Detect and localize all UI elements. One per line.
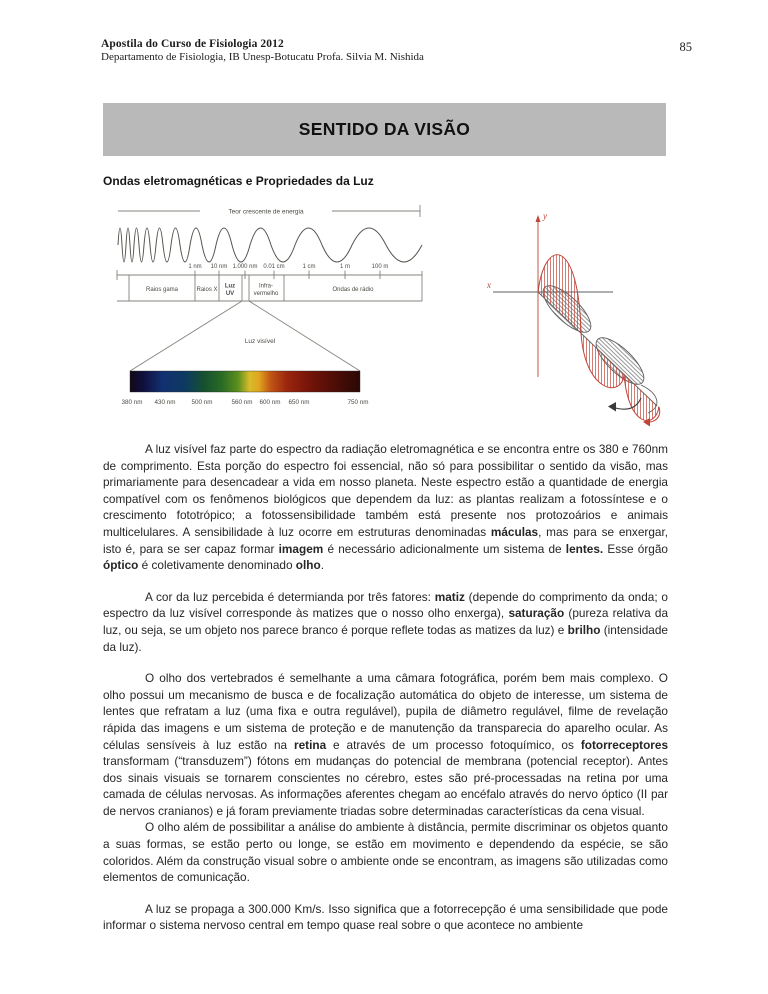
wavelength-430: 430 nm <box>154 399 176 406</box>
y-axis-arrowhead <box>536 215 541 222</box>
wavelength-500: 500 nm <box>191 399 213 406</box>
scale-label-100m: 100 m <box>371 264 389 270</box>
wavelength-380: 380 nm <box>121 399 143 406</box>
figure-labels <box>146 209 388 346</box>
wavelength-600: 600 nm <box>259 399 281 406</box>
body-paragraph: O olho dos vertebrados é semelhante a uma câmara fotográfica, porém bem mais complexo. O olho possui um mecanismo de busca e de focalização automática do objeto de interesse, um sistema de lentes que refratam a luz (uma fixa e outra regulável), pupila de diâmetro regulável, filme de revelação rápida das imagens e um sistema de proteção e de manutenção da transparecia do aparelho ocular. As células sensíveis à luz estão na retina e através de um processo fotoquímico, os fotorreceptores transformam (“transduzem”) fótons em mudanças do potencial de membrana (potencial receptor). Antes dos sinais visuais se tornarem conscientes no cérebro, estes são pré-processadas na retina por uma camada de células nervosas. As informações aferentes chegam ao encéfalo através do nervo óptico (II par de nervos cranianos) e já foram previamente triadas sobre determinadas características da cena visual. <box>103 671 668 818</box>
visible-spectrum-bar <box>130 371 360 392</box>
y-axis-label: y <box>543 211 547 221</box>
body-text <box>103 441 668 949</box>
x-axis-label: x <box>487 280 491 290</box>
page-title: SENTIDO DA VISÃO <box>298 119 471 139</box>
funnel-left-line <box>130 301 242 371</box>
section-heading: Ondas eletromagnéticas e Propriedades da Luz <box>103 174 374 188</box>
band-uv-line2: UV <box>225 291 235 297</box>
band-uv-line1: Luz <box>224 283 236 290</box>
title-banner <box>103 103 666 156</box>
visible-light-label: Luz visível <box>244 338 276 345</box>
band-radio: Ondas de rádio <box>332 287 374 293</box>
energy-label: Teor crescente de energia <box>228 208 304 216</box>
page-header <box>101 38 424 63</box>
em-wave-figure <box>483 202 683 430</box>
body-paragraph: O olho além de possibilitar a análise do ambiente à distância, permite discriminar os objetos quanto a suas formas, se estão perto ou longe, se estão em movimento e dependendo da espécie, se são coloridos. Além da construção visual sobre o ambiente onde se encontram, as imagens são utilizadas como elementos de comunicação. <box>103 820 668 885</box>
band-ir-line2: vermelho <box>253 291 279 297</box>
scale-label-1nm: 1 nm <box>188 264 202 270</box>
band-gamma: Raios gama <box>145 287 179 293</box>
wavelength-650: 650 nm <box>288 399 310 406</box>
band-ir-line1: Infra- <box>258 283 274 290</box>
page-number: 85 <box>679 40 692 54</box>
course-title: Apostila do Curso de Fisiologia 2012 <box>101 38 284 50</box>
direction-arrowhead <box>608 402 616 412</box>
body-paragraph: A cor da luz percebida é determianda por três fatores: matiz (depende do comprimento da onda; o espectro da luz visível corresponde às matizes que o nosso olho enxerga), saturação (pureza relativa da luz, ou seja, se um objeto nos parece branco é porque reflete todas as matizes da luz) e brilho (intensidade da luz). <box>103 589 669 654</box>
energy-wave <box>118 228 422 262</box>
wavelength-labels <box>121 399 368 406</box>
electric-field-wave <box>538 255 659 421</box>
scale-label-10nm: 10 nm <box>210 264 228 270</box>
scale-label-001cm: 0.01 cm <box>263 264 285 270</box>
scale-label-1cm: 1 cm <box>302 264 316 270</box>
body-paragraph: A luz se propaga a 300.000 Km/s. Isso significa que a fotorrecepção é uma sensibilidade que pode informar o sistema nervoso central em tempo quase real sobre o que acontece no ambiente <box>103 901 668 933</box>
body-paragraph: A luz visível faz parte do espectro da radiação eletromagnética e se encontra entre os 380 e 760nm de comprimento. Esta porção do espectro foi essencial, não só para possibilitar o sentido da visão, mas primariamente para desencadear a vida em nosso planeta. Neste espectro estão a quantidade de energia compatível com os fenômenos biológicos que dependem da luz: as plantas realizam a fotossíntese e o crescimento fototrópico; a fotossensibilidade também está presente nos protozoários e animais multicelulares. A sensibilidade à luz ocorre em estruturas denominadas máculas, mas para se enxergar, isto é, para se ser capaz formar imagem é necessário adicionalmente um sistema de lentes. Esse órgão óptico é coletivamente denominado olho. <box>103 442 669 573</box>
wavelength-750: 750 nm <box>347 399 369 406</box>
wavelength-560: 560 nm <box>231 399 253 406</box>
band-xray: Raios X <box>196 287 218 293</box>
department-line: Departamento de Fisiologia, IB Unesp-Botucatu Profa. Silvia M. Nishida <box>101 51 424 63</box>
scale-label-1000nm: 1.000 nm <box>232 264 258 270</box>
funnel-right-line <box>249 301 360 371</box>
em-spectrum-figure <box>110 200 430 430</box>
scale-label-1m: 1 m <box>339 264 351 270</box>
